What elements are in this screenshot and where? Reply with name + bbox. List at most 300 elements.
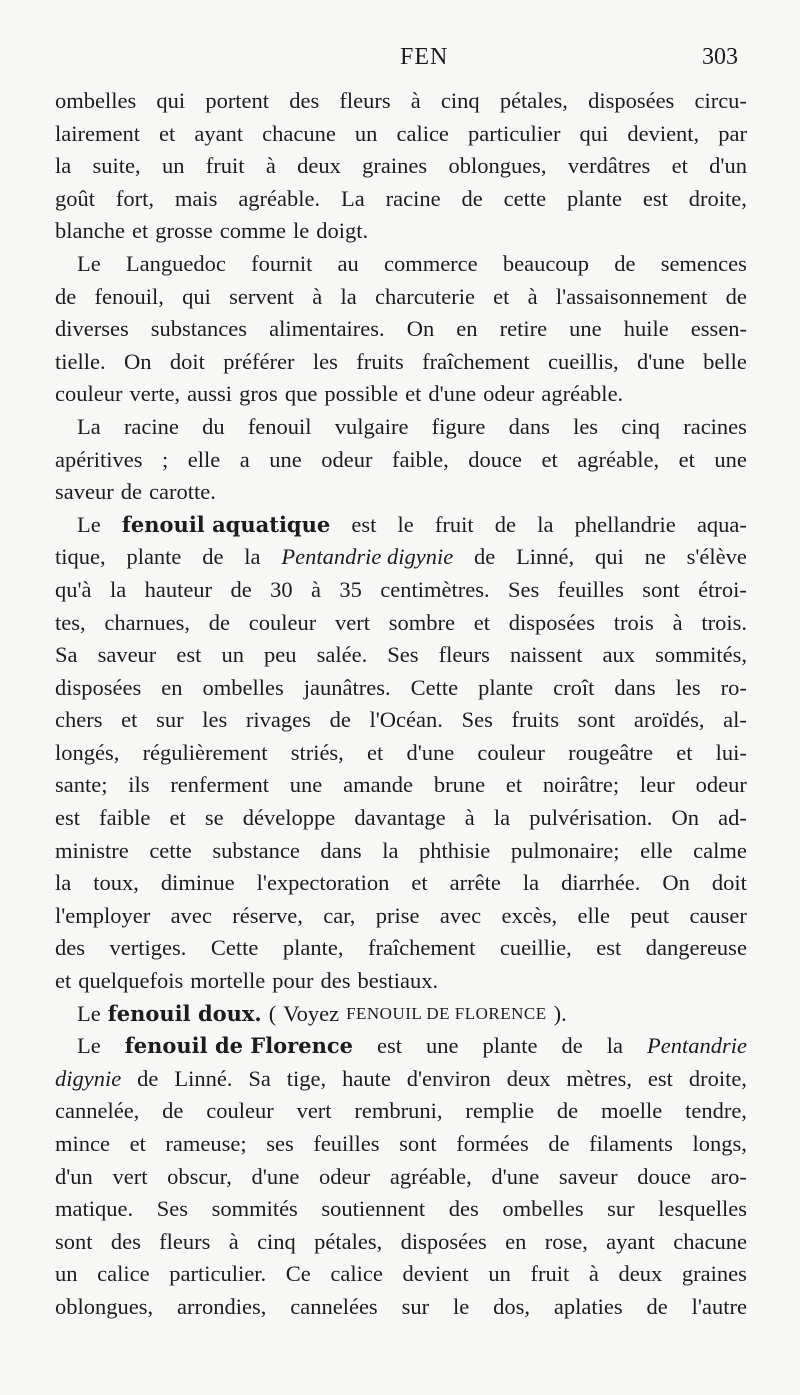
text-line: [55, 1226, 747, 1259]
word: couleur: [55, 381, 123, 407]
word: 30: [270, 576, 293, 602]
word: à: [672, 609, 683, 635]
word: leur: [639, 772, 675, 798]
word: fruits: [511, 707, 559, 733]
word: des: [289, 88, 320, 113]
text-line: [55, 607, 747, 640]
word: de: [55, 283, 77, 309]
text-line: [55, 1095, 747, 1128]
word: ).: [553, 1000, 567, 1026]
text-line: [55, 574, 747, 607]
word: d'une: [251, 1163, 300, 1189]
word: pétales,: [314, 1228, 383, 1254]
word: aroïdés,: [633, 707, 705, 733]
word: charcuterie: [375, 283, 475, 309]
word: la: [55, 153, 72, 179]
word: ayant: [194, 120, 244, 146]
word: doigt.: [316, 218, 369, 244]
word: trois: [613, 609, 654, 635]
word: ombelles: [202, 674, 284, 700]
text-line: [55, 1258, 747, 1291]
word: de: [162, 1098, 184, 1124]
word: est: [55, 805, 80, 831]
text-line: [55, 313, 747, 346]
word: fort,: [115, 185, 155, 211]
word: préférer: [223, 348, 295, 374]
word: chers: [55, 707, 103, 733]
word: quelquefois: [78, 968, 184, 994]
word: et: [169, 805, 186, 831]
entry-term: fenouil doux.: [107, 1000, 262, 1026]
word: les: [312, 348, 338, 374]
word: régulièrement: [142, 739, 268, 765]
word: qui: [594, 544, 624, 570]
word: elle: [187, 446, 221, 472]
word: mais: [174, 185, 218, 211]
text-line: [55, 965, 747, 998]
word: et: [367, 739, 384, 765]
word: à: [310, 576, 321, 602]
body-text: [55, 85, 747, 1324]
word: aro-: [710, 1163, 747, 1189]
word: avec: [439, 902, 482, 928]
word: les: [573, 413, 599, 439]
word: noirâtre;: [542, 772, 620, 798]
text-line: [55, 998, 747, 1031]
word: aqua-: [696, 511, 747, 537]
word: et: [473, 609, 491, 635]
word: disposées: [55, 674, 142, 700]
word: croît: [553, 674, 595, 700]
word: On: [662, 870, 690, 896]
word: goût: [55, 185, 96, 211]
text-line: [55, 411, 747, 444]
word: un: [55, 1261, 78, 1287]
word: dans: [614, 674, 656, 700]
text-line: [55, 1030, 747, 1063]
word: vert: [112, 1163, 148, 1189]
word: tes,: [55, 609, 86, 635]
word: feuilles: [313, 1131, 380, 1156]
word: remplie: [465, 1098, 535, 1124]
word: mètres,: [566, 1065, 632, 1091]
word: doit: [711, 870, 747, 896]
word: est: [647, 1065, 673, 1091]
word: substances: [150, 316, 248, 342]
word: phellandrie: [574, 511, 676, 537]
word: du: [202, 413, 225, 439]
word: dans: [320, 837, 362, 863]
word: graines: [362, 153, 428, 179]
word: de: [725, 283, 747, 309]
word: causer: [689, 902, 747, 928]
word: fruit: [530, 1261, 570, 1287]
word: deux: [297, 153, 341, 179]
word: chacune: [262, 120, 336, 146]
word: particulier: [467, 120, 561, 146]
word: et: [131, 218, 149, 244]
word: droite,: [688, 185, 747, 211]
word: lui-: [715, 739, 747, 765]
word: faible: [99, 805, 151, 831]
word: à: [410, 88, 421, 113]
text-line: [55, 85, 747, 118]
word: de: [120, 479, 142, 505]
word: le: [452, 1293, 470, 1319]
word: étroi-: [698, 576, 747, 602]
word: racine: [385, 185, 441, 211]
word: ayant: [606, 1228, 655, 1254]
word: agréable,: [577, 446, 660, 472]
word: en: [456, 316, 478, 342]
entry-term: fenouil de Florence: [124, 1033, 354, 1059]
word: de: [230, 576, 252, 602]
word: fruit: [434, 511, 474, 537]
word: la: [244, 544, 261, 570]
word: circu-: [694, 88, 747, 113]
word: une: [289, 772, 323, 798]
word: ministre: [55, 837, 129, 863]
word: Le: [77, 1000, 101, 1026]
word: de: [646, 1293, 668, 1319]
word: elle: [640, 837, 673, 863]
word: longs,: [692, 1131, 747, 1156]
text-line: [55, 1161, 747, 1194]
word: gros: [239, 381, 278, 407]
word: pulvérisation.: [529, 805, 653, 831]
word: ;: [161, 446, 169, 472]
word: et: [505, 772, 523, 798]
text-line: [55, 215, 747, 248]
word: sur: [401, 1293, 430, 1319]
text-line: [55, 1128, 747, 1161]
word: d'environ: [406, 1065, 491, 1091]
word: une: [426, 1033, 459, 1059]
text-line: [55, 118, 747, 151]
word: est: [377, 1033, 403, 1059]
word: douce: [637, 1163, 692, 1189]
word: cannelée,: [55, 1098, 140, 1124]
running-head: FEN: [400, 44, 449, 70]
word: cinq: [440, 88, 480, 113]
word: 35: [339, 576, 362, 602]
word: Ses: [156, 1196, 188, 1222]
word: rameuse;: [165, 1131, 247, 1156]
word: des: [110, 1228, 141, 1254]
word: La: [341, 185, 365, 211]
word: verdâtres: [567, 153, 651, 179]
word: disposées: [508, 609, 596, 635]
word: Linné.: [174, 1065, 233, 1091]
word: blanche: [55, 218, 125, 244]
word: douce: [468, 446, 523, 472]
word: servent: [229, 283, 295, 309]
word: ombelles: [55, 88, 137, 113]
word: d'une: [428, 381, 477, 407]
word: cette: [503, 185, 547, 211]
word: en: [505, 1228, 527, 1254]
word: pour: [272, 968, 314, 994]
word: rembruni,: [354, 1098, 443, 1124]
word: peut: [630, 902, 670, 928]
word: cannelées: [290, 1293, 378, 1319]
word: sont: [642, 576, 680, 602]
word: striés,: [290, 739, 344, 765]
word: qui: [182, 283, 211, 309]
word: une: [714, 446, 747, 472]
word: agréable.: [238, 185, 321, 211]
word: plante: [567, 185, 622, 211]
word: tielle.: [55, 348, 106, 374]
word: rose,: [544, 1228, 588, 1254]
word: d'un: [55, 1163, 93, 1189]
word: deux: [618, 1261, 663, 1287]
word: que: [284, 381, 318, 407]
word: et: [159, 120, 176, 146]
word: ombelles: [502, 1196, 584, 1222]
word: La: [77, 413, 101, 439]
word: moelle: [601, 1098, 663, 1124]
word: calice: [396, 120, 449, 146]
word: le: [397, 511, 414, 537]
text-line: [55, 541, 747, 574]
italic-term: Pentandrie: [647, 1033, 747, 1059]
word: rivages: [245, 707, 311, 733]
word: d'une: [406, 739, 455, 765]
word: mortelle: [190, 968, 266, 994]
word: matique.: [55, 1196, 134, 1222]
word: excès,: [501, 902, 558, 928]
word: fruits: [356, 348, 404, 374]
page-header: [55, 44, 738, 80]
word: la: [109, 576, 127, 602]
word: à: [312, 283, 323, 309]
word: grosse: [155, 218, 213, 244]
word: semences: [660, 250, 747, 276]
word: On: [124, 348, 152, 374]
word: charnues,: [104, 609, 190, 635]
word: aux: [602, 642, 636, 668]
word: couleur: [477, 739, 545, 765]
word: sommités: [211, 1196, 298, 1222]
word: est: [596, 935, 622, 961]
word: lairement: [55, 120, 140, 146]
text-line: [55, 248, 747, 281]
word: ad-: [718, 805, 747, 831]
word: des: [55, 935, 85, 961]
word: un: [354, 120, 378, 146]
word: doit: [169, 348, 205, 374]
word: mince: [55, 1131, 110, 1156]
text-line: [55, 867, 747, 900]
word: la: [537, 511, 554, 537]
word: la: [606, 1033, 624, 1059]
word: et: [671, 153, 688, 179]
word: Linné,: [516, 544, 575, 570]
word: a: [239, 446, 250, 472]
word: formées: [456, 1131, 529, 1156]
word: hauteur: [144, 576, 213, 602]
word: plante: [478, 674, 534, 700]
word: prise: [375, 902, 420, 928]
word: saveur: [558, 1163, 618, 1189]
word: les: [675, 674, 701, 700]
word: et: [55, 968, 72, 994]
word: belle: [703, 348, 747, 374]
word: racine: [123, 413, 179, 439]
word: racines: [683, 413, 747, 439]
word: le: [292, 218, 310, 244]
word: chacune: [673, 1228, 747, 1254]
word: par: [718, 120, 747, 146]
word: devient,: [627, 120, 700, 146]
word: à: [527, 283, 538, 309]
word: feuilles: [557, 576, 624, 602]
word: lesquelles: [658, 1196, 747, 1222]
text-line: [55, 704, 747, 737]
word: de: [561, 1033, 583, 1059]
word: à: [228, 1228, 239, 1254]
page-number: 303: [702, 44, 738, 70]
word: aplaties: [553, 1293, 623, 1319]
word: diarrhée.: [561, 870, 641, 896]
word: retire: [499, 316, 548, 342]
word: fleurs: [159, 1228, 211, 1254]
word: Le: [77, 1033, 101, 1059]
word: est: [642, 185, 668, 211]
word: fenouil: [247, 413, 312, 439]
word: disposées: [588, 88, 675, 113]
word: brune: [433, 772, 486, 798]
word: obscur,: [167, 1163, 232, 1189]
word: aussi: [187, 381, 233, 407]
word: centimètres.: [380, 576, 490, 602]
word: et: [676, 739, 693, 765]
word: et: [411, 870, 428, 896]
word: l'employer: [55, 902, 151, 928]
word: de: [329, 707, 351, 733]
word: vulgaire: [334, 413, 409, 439]
word: vertiges.: [109, 935, 187, 961]
word: de: [208, 609, 230, 635]
word: Sa: [248, 1065, 271, 1091]
word: de: [202, 544, 224, 570]
word: des: [320, 968, 351, 994]
word: avec: [170, 902, 212, 928]
word: oblongues,: [55, 1293, 154, 1319]
word: portent: [205, 88, 270, 113]
word: à: [588, 1261, 599, 1287]
word: et: [678, 446, 695, 472]
word: dans: [508, 413, 550, 439]
word: cueillis,: [547, 348, 619, 374]
word: filaments: [589, 1131, 673, 1156]
word: qui: [156, 88, 186, 113]
word: de: [474, 544, 496, 570]
word: phthisie: [419, 837, 491, 863]
word: fenouil,: [94, 283, 164, 309]
word: amande: [343, 772, 414, 798]
text-line: [55, 835, 747, 868]
text-line: [55, 346, 747, 379]
text-line: [55, 509, 747, 542]
word: vert: [296, 1098, 332, 1124]
word: figure: [431, 413, 486, 439]
word: Voyez: [283, 1000, 340, 1026]
text-line: [55, 639, 747, 672]
text-line: [55, 737, 747, 770]
word: longés,: [55, 739, 120, 765]
word: d'une: [491, 1163, 540, 1189]
italic-term: digynie: [55, 1065, 122, 1091]
word: une: [269, 446, 302, 472]
word: beaucoup: [502, 250, 590, 276]
text-line: [55, 1193, 747, 1226]
word: naissent: [509, 642, 583, 668]
word: ses: [266, 1131, 294, 1156]
word: se: [204, 805, 224, 831]
word: rougeâtre: [568, 739, 654, 765]
word: l'expectoration: [256, 870, 390, 896]
word: plante,: [282, 935, 344, 961]
word: disposées: [400, 1228, 487, 1254]
word: sommités,: [655, 642, 747, 668]
word: les: [202, 707, 228, 733]
word: qui: [579, 120, 609, 146]
word: ro-: [720, 674, 747, 700]
word: sur: [156, 707, 184, 733]
word: diverses: [55, 316, 129, 342]
word: vert: [335, 609, 370, 635]
word: dos,: [493, 1293, 531, 1319]
word: sont: [55, 1228, 93, 1254]
italic-term: Pentandrie digynie: [281, 544, 454, 570]
word: fleurs: [339, 88, 391, 113]
word: huile: [623, 316, 669, 342]
word: tique,: [55, 544, 106, 570]
word: sur: [607, 1196, 635, 1222]
word: sont: [577, 707, 616, 733]
word: haute: [342, 1065, 391, 1091]
word: sante;: [55, 772, 108, 798]
word: la: [493, 805, 511, 831]
word: car,: [323, 902, 356, 928]
word: et: [405, 381, 422, 407]
text-line: [55, 672, 747, 705]
word: réserve,: [232, 902, 303, 928]
word: toux,: [93, 870, 139, 896]
word: arrête: [449, 870, 501, 896]
word: alimentaires.: [269, 316, 385, 342]
word: pétales,: [499, 88, 568, 113]
word: (: [268, 1000, 277, 1026]
word: Le: [77, 511, 101, 537]
word: en: [161, 674, 183, 700]
text-line: [55, 378, 747, 411]
word: bestiaux.: [357, 968, 439, 994]
word: calice: [330, 1261, 383, 1287]
word: odeur: [695, 772, 747, 798]
word: Ses: [461, 707, 493, 733]
word: verte,: [129, 381, 181, 407]
word: possible: [324, 381, 399, 407]
word: calme: [693, 837, 747, 863]
word: odeur: [483, 381, 535, 407]
word: l'assaisonnement: [555, 283, 708, 309]
word: agréable,: [389, 1163, 472, 1189]
word: d'un: [709, 153, 747, 179]
word: graines: [681, 1261, 747, 1287]
